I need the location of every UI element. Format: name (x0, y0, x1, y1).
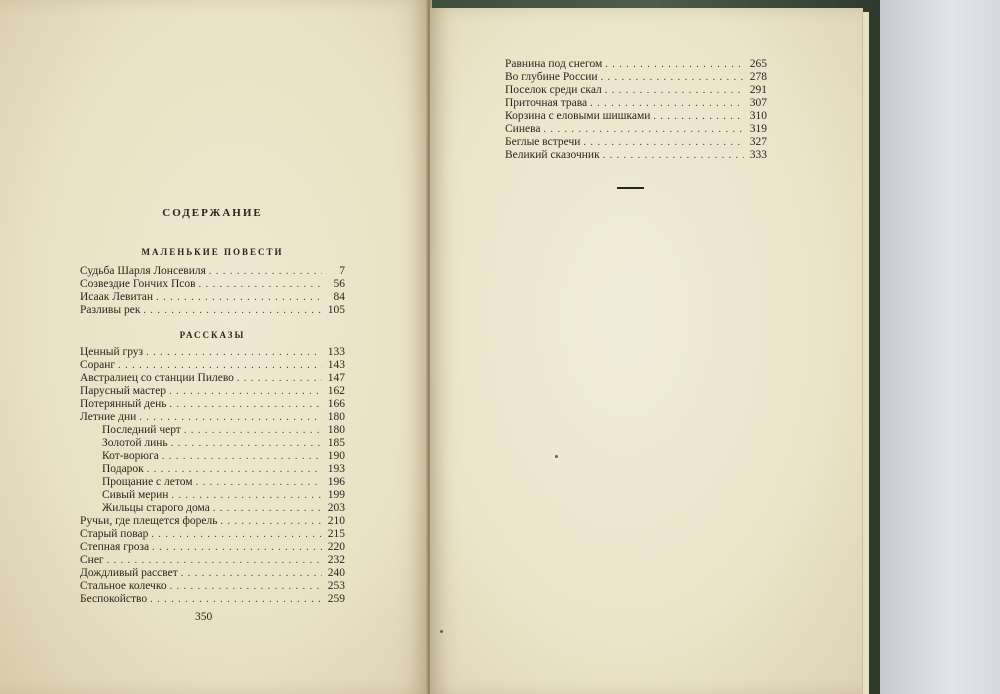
dot-leader (171, 437, 322, 450)
toc-entry-title: Ручьи, где плещется форель (80, 515, 218, 527)
toc-entry (80, 528, 345, 541)
toc-entry (80, 265, 345, 278)
toc-entry-page: 307 (749, 97, 767, 109)
toc-entry (80, 359, 345, 372)
toc-entry-title: Кот-ворюга (102, 450, 159, 462)
toc-list-continued (505, 58, 767, 162)
toc-entry (505, 58, 767, 71)
toc-entry-title: Последний черт (102, 424, 181, 436)
page-edge (862, 12, 869, 694)
toc-entry (80, 411, 345, 424)
dot-leader (590, 97, 744, 110)
dot-leader (196, 476, 322, 489)
toc-entry (505, 149, 767, 162)
toc-entry-title: Золотой линь (102, 437, 168, 449)
dot-leader (184, 424, 322, 437)
dot-leader (199, 278, 322, 291)
dot-leader (150, 593, 322, 606)
toc-entry-title: Потерянный день (80, 398, 167, 410)
toc-entry-page: 199 (327, 489, 345, 501)
toc-entry-title: Соранг (80, 359, 116, 371)
toc-entry-page: 56 (333, 278, 345, 290)
toc-entry-page: 193 (327, 463, 345, 475)
toc-entry (80, 450, 345, 463)
toc-entry (80, 291, 345, 304)
toc-entry (80, 346, 345, 359)
dot-leader (213, 502, 322, 515)
toc-entry-page: 333 (749, 149, 767, 161)
toc-entry (80, 463, 345, 476)
dot-leader (603, 149, 744, 162)
dot-leader (543, 123, 744, 136)
toc-entry-title: Великий сказочник (505, 149, 600, 161)
dot-leader (146, 346, 322, 359)
toc-entry-title: Созвездие Гончих Псов (80, 278, 196, 290)
toc-entry-title: Равнина под снегом (505, 58, 603, 70)
toc-entry-page: 210 (327, 515, 345, 527)
dot-leader (583, 136, 744, 149)
dot-leader (169, 385, 322, 398)
toc-entry-page: 232 (327, 554, 345, 566)
toc-entry-title: Летние дни (80, 411, 137, 423)
paper-speck (440, 630, 443, 633)
toc-entry-title: Подарок (102, 463, 144, 475)
section-title-stories: РАССКАЗЫ (179, 330, 246, 340)
toc-entry-title: Разливы рек (80, 304, 141, 316)
toc-entry-title: Ценный груз (80, 346, 144, 358)
toc-entry-page: 215 (327, 528, 345, 540)
toc-entry-title: Корзина с еловыми шишками (505, 110, 651, 122)
toc-entry-page: 253 (327, 580, 345, 592)
toc-entry-title: Беспокойство (80, 593, 148, 605)
toc-entry-page: 327 (749, 136, 767, 148)
toc-list-stories (80, 346, 345, 606)
toc-entry (505, 123, 767, 136)
toc-entry-title: Прощание с летом (102, 476, 193, 488)
toc-entry-title: Исаак Левитан (80, 291, 154, 303)
toc-entry-title: Поселок среди скал (505, 84, 602, 96)
toc-entry (505, 97, 767, 110)
dot-leader (156, 291, 322, 304)
toc-entry-page: 180 (327, 411, 345, 423)
toc-entry-title: Стальное колечко (80, 580, 167, 592)
scanner-background (880, 0, 1000, 694)
dot-leader (152, 541, 322, 554)
dot-leader (170, 580, 322, 593)
toc-entry-title: Сивый мерин (102, 489, 169, 501)
dot-leader (147, 463, 322, 476)
toc-entry-page: 278 (749, 71, 767, 83)
toc-entry (80, 385, 345, 398)
dot-leader (107, 554, 322, 567)
toc-entry-page: 291 (749, 84, 767, 96)
dot-leader (139, 411, 322, 424)
toc-list-novellas (80, 265, 345, 317)
toc-entry (80, 278, 345, 291)
toc-entry (505, 84, 767, 97)
toc-entry-page: 162 (327, 385, 345, 397)
toc-entry-page: 185 (327, 437, 345, 449)
dot-leader (653, 110, 744, 123)
toc-entry (80, 593, 345, 606)
toc-entry-title: Дождливый рассвет (80, 567, 178, 579)
toc-entry-page: 319 (749, 123, 767, 135)
dot-leader (220, 515, 322, 528)
section-title-novellas: МАЛЕНЬКИЕ ПОВЕСТИ (141, 247, 284, 257)
toc-entry (505, 136, 767, 149)
toc-entry-title: Синева (505, 123, 541, 135)
toc-entry-page: 143 (327, 359, 345, 371)
toc-entry-page: 310 (749, 110, 767, 122)
dot-leader (605, 84, 744, 97)
toc-entry (505, 71, 767, 84)
dot-leader (170, 398, 323, 411)
toc-entry (80, 372, 345, 385)
toc-entry (80, 476, 345, 489)
toc-entry (80, 424, 345, 437)
toc-entry-title: Беглые встречи (505, 136, 581, 148)
end-rule (617, 187, 644, 189)
paper-speck (555, 455, 558, 458)
toc-entry-title: Во глубине России (505, 71, 598, 83)
toc-entry-title: Старый повар (80, 528, 149, 540)
toc-entry (80, 567, 345, 580)
toc-entry-page: 166 (327, 398, 345, 410)
toc-entry (80, 515, 345, 528)
toc-entry-title: Парусный мастер (80, 385, 167, 397)
dot-leader (118, 359, 322, 372)
toc-entry-page: 180 (327, 424, 345, 436)
toc-entry-page: 259 (327, 593, 345, 605)
toc-entry (80, 502, 345, 515)
toc-entry (80, 554, 345, 567)
page-number: 350 (195, 611, 213, 623)
dot-leader (601, 71, 744, 84)
toc-entry-page: 147 (327, 372, 345, 384)
toc-heading: СОДЕРЖАНИЕ (162, 207, 263, 219)
toc-entry-page: 84 (333, 291, 345, 303)
toc-entry-page: 203 (327, 502, 345, 514)
toc-entry-page: 105 (327, 304, 345, 316)
toc-entry (505, 110, 767, 123)
dot-leader (171, 489, 322, 502)
toc-entry (80, 541, 345, 554)
toc-entry-page: 220 (327, 541, 345, 553)
toc-entry-title: Австралиец со станции Пилево (80, 372, 234, 384)
dot-leader (605, 58, 744, 71)
dot-leader (209, 265, 322, 278)
dot-leader (151, 528, 322, 541)
left-page (0, 0, 430, 694)
toc-entry-title: Жильцы старого дома (102, 502, 210, 514)
toc-entry (80, 489, 345, 502)
toc-entry-page: 190 (327, 450, 345, 462)
toc-entry-title: Приточная трава (505, 97, 588, 109)
toc-entry (80, 304, 345, 317)
dot-leader (162, 450, 322, 463)
toc-entry-title: Степная гроза (80, 541, 150, 553)
toc-entry (80, 437, 345, 450)
dot-leader (237, 372, 322, 385)
toc-entry-page: 240 (327, 567, 345, 579)
dot-leader (143, 304, 322, 317)
toc-entry (80, 580, 345, 593)
toc-entry-page: 265 (749, 58, 767, 70)
dot-leader (181, 567, 322, 580)
toc-entry-page: 133 (327, 346, 345, 358)
toc-entry (80, 398, 345, 411)
toc-entry-title: Снег (80, 554, 104, 566)
toc-entry-title: Судьба Шарля Лонсевиля (80, 265, 206, 277)
toc-entry-page: 7 (339, 265, 345, 277)
toc-entry-page: 196 (327, 476, 345, 488)
